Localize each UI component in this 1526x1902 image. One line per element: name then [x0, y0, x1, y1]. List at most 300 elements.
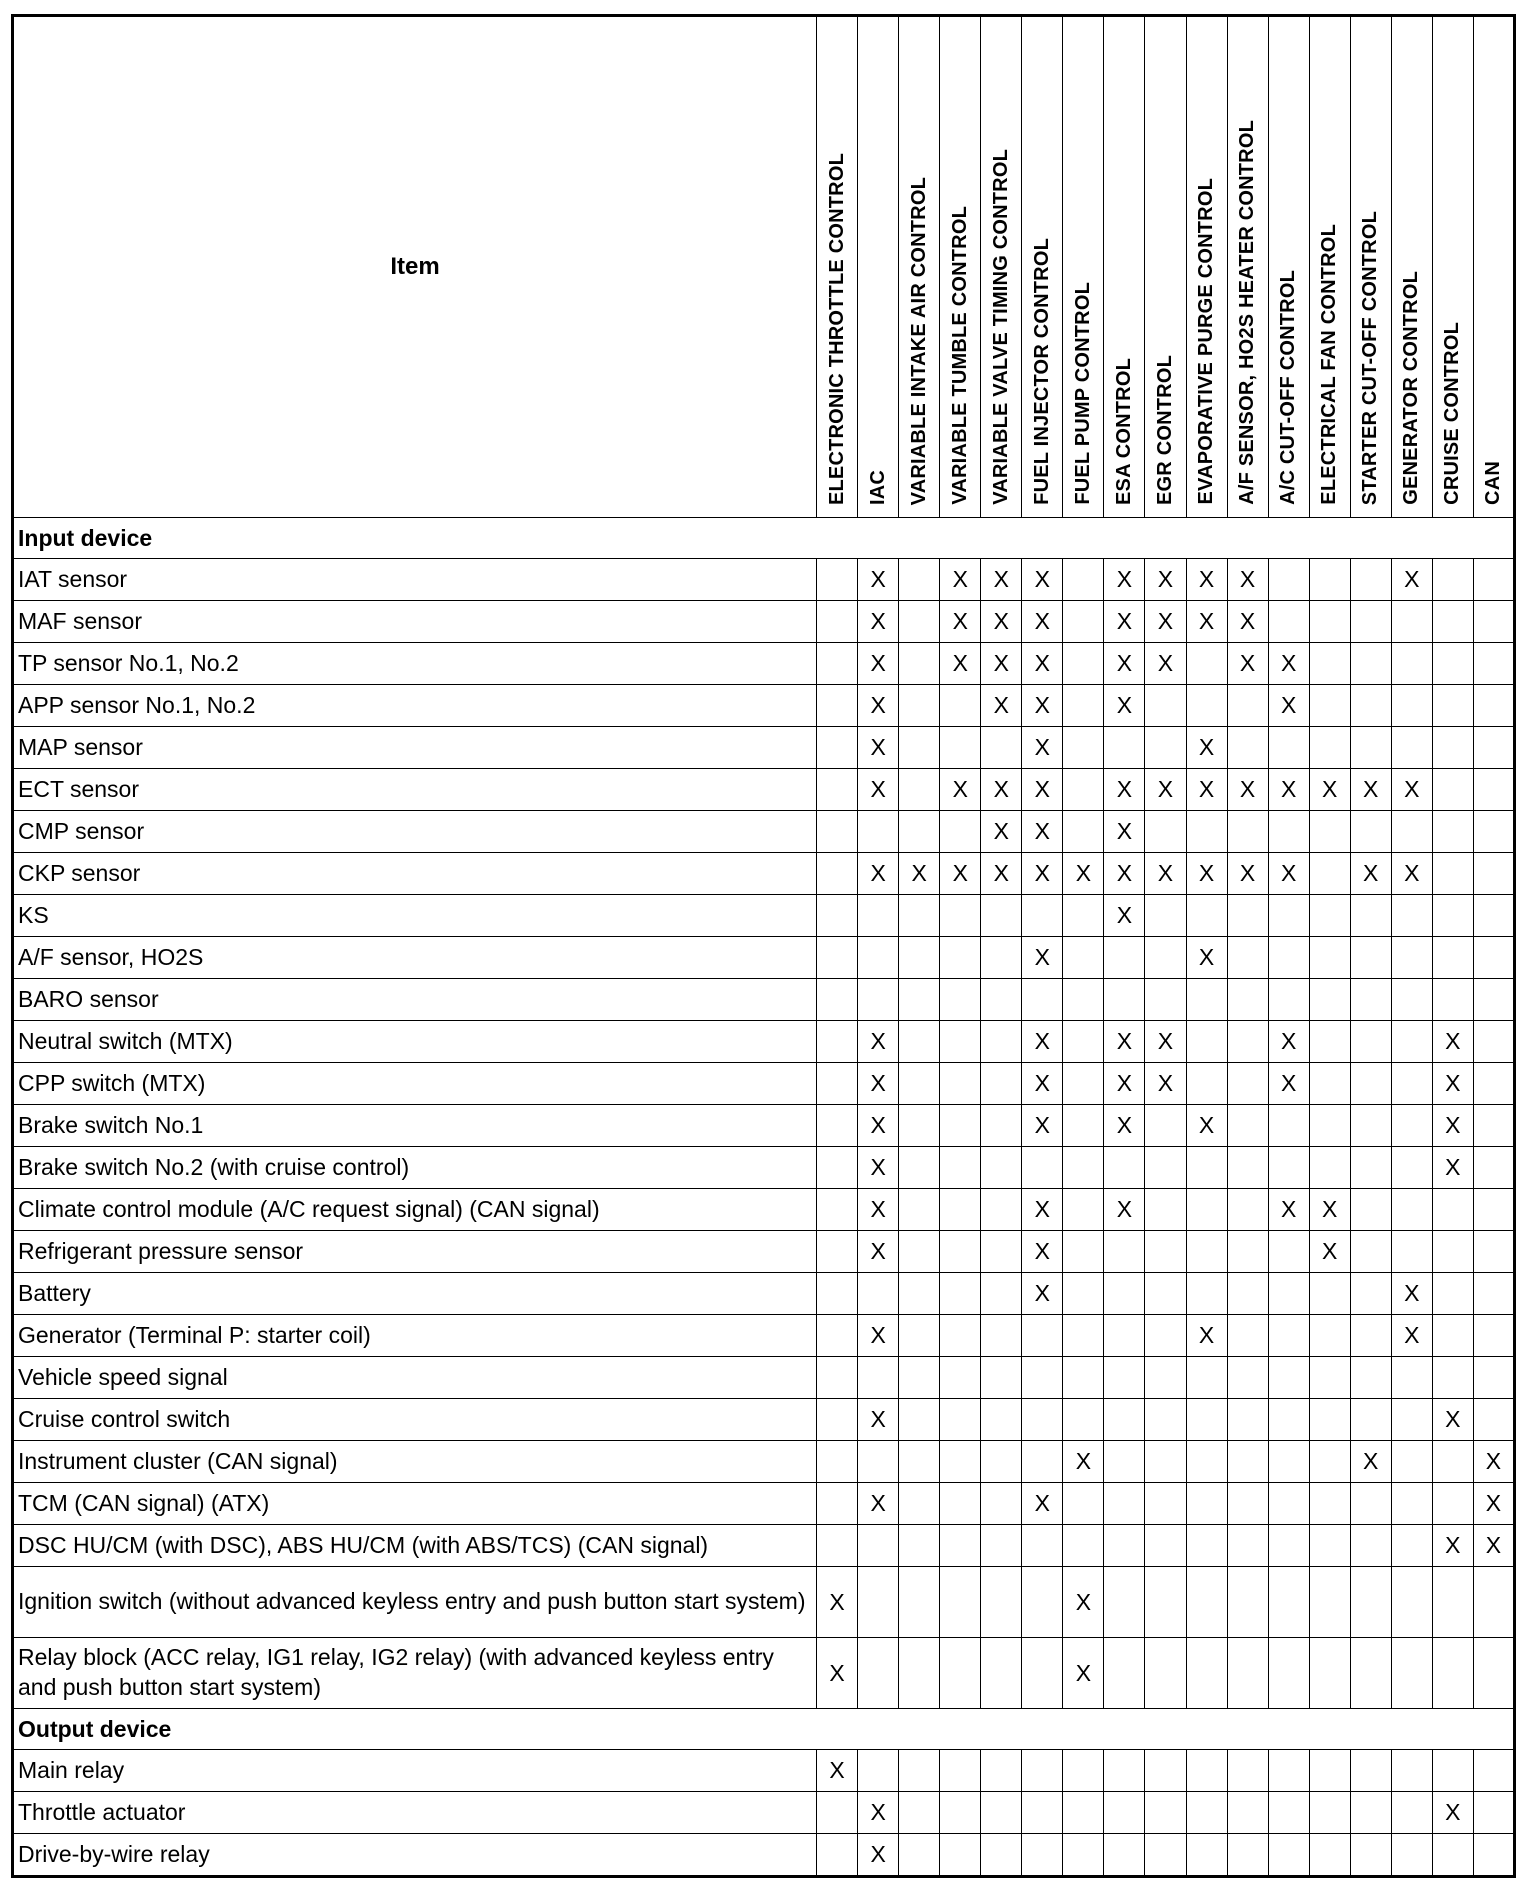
- mark-cell: [1391, 685, 1432, 727]
- mark-cell: [1309, 1834, 1350, 1877]
- column-header-label: ESA CONTROL: [1112, 357, 1135, 505]
- row-label: Brake switch No.2 (with cruise control): [13, 1147, 817, 1189]
- mark-cell: [1063, 1147, 1104, 1189]
- table-row: [13, 853, 1515, 895]
- mark-cell: X: [1063, 1441, 1104, 1483]
- row-label: Drive-by-wire relay: [13, 1834, 817, 1877]
- mark-cell: [1309, 811, 1350, 853]
- mark-cell: X: [1432, 1525, 1473, 1567]
- mark-cell: [940, 1399, 981, 1441]
- mark-cell: [1473, 1834, 1514, 1877]
- column-header: [1145, 16, 1186, 518]
- mark-cell: [1063, 727, 1104, 769]
- mark-cell: [1227, 979, 1268, 1021]
- mark-cell: [1268, 1441, 1309, 1483]
- mark-cell: [940, 1315, 981, 1357]
- mark-cell: X: [1145, 643, 1186, 685]
- mark-cell: [858, 1525, 899, 1567]
- mark-cell: [1104, 1357, 1145, 1399]
- mark-cell: [1104, 1399, 1145, 1441]
- mark-cell: [899, 979, 940, 1021]
- mark-cell: X: [1391, 1315, 1432, 1357]
- table-row: [13, 811, 1515, 853]
- mark-cell: X: [1104, 1021, 1145, 1063]
- column-header: [817, 16, 858, 518]
- column-header-label: VARIABLE INTAKE AIR CONTROL: [907, 176, 930, 505]
- column-header-label: FUEL INJECTOR CONTROL: [1030, 238, 1053, 505]
- mark-cell: X: [1104, 685, 1145, 727]
- mark-cell: X: [940, 601, 981, 643]
- column-header-label: STARTER CUT-OFF CONTROL: [1359, 210, 1382, 505]
- mark-cell: X: [1063, 1638, 1104, 1709]
- mark-cell: [899, 1063, 940, 1105]
- mark-cell: [1227, 1063, 1268, 1105]
- mark-cell: [981, 1357, 1022, 1399]
- mark-cell: X: [1186, 601, 1227, 643]
- mark-cell: X: [858, 1834, 899, 1877]
- mark-cell: X: [1432, 1147, 1473, 1189]
- column-header: [940, 16, 981, 518]
- mark-cell: [1227, 1483, 1268, 1525]
- mark-cell: X: [1104, 1189, 1145, 1231]
- mark-cell: [899, 1750, 940, 1792]
- mark-cell: [899, 1231, 940, 1273]
- mark-cell: [1309, 1063, 1350, 1105]
- mark-cell: [1268, 1231, 1309, 1273]
- mark-cell: X: [1022, 601, 1063, 643]
- mark-cell: X: [858, 1315, 899, 1357]
- mark-cell: [1473, 1021, 1514, 1063]
- mark-cell: [1391, 1792, 1432, 1834]
- mark-cell: [899, 1834, 940, 1877]
- mark-cell: [1063, 1792, 1104, 1834]
- mark-cell: X: [981, 685, 1022, 727]
- mark-cell: [1391, 727, 1432, 769]
- mark-cell: X: [899, 853, 940, 895]
- mark-cell: [899, 643, 940, 685]
- mark-cell: [1063, 1357, 1104, 1399]
- mark-cell: [981, 1189, 1022, 1231]
- mark-cell: [1309, 1105, 1350, 1147]
- mark-cell: [1104, 1483, 1145, 1525]
- mark-cell: [1309, 643, 1350, 685]
- mark-cell: [1063, 559, 1104, 601]
- mark-cell: [1022, 1315, 1063, 1357]
- mark-cell: [1022, 895, 1063, 937]
- mark-cell: [1473, 853, 1514, 895]
- mark-cell: X: [1268, 685, 1309, 727]
- mark-cell: [1473, 727, 1514, 769]
- mark-cell: X: [1227, 601, 1268, 643]
- mark-cell: [1186, 895, 1227, 937]
- mark-cell: [899, 1525, 940, 1567]
- mark-cell: [1432, 559, 1473, 601]
- column-header-label: IAC: [866, 469, 889, 505]
- mark-cell: [1104, 1315, 1145, 1357]
- column-header: [858, 16, 899, 518]
- mark-cell: [1145, 685, 1186, 727]
- mark-cell: [940, 1638, 981, 1709]
- mark-cell: [1186, 1525, 1227, 1567]
- mark-cell: [1186, 1567, 1227, 1638]
- mark-cell: [940, 1105, 981, 1147]
- mark-cell: [1022, 979, 1063, 1021]
- mark-cell: [1227, 685, 1268, 727]
- mark-cell: [1145, 727, 1186, 769]
- mark-cell: [1350, 1231, 1391, 1273]
- mark-cell: [1350, 1063, 1391, 1105]
- mark-cell: [817, 1834, 858, 1877]
- mark-cell: [1350, 685, 1391, 727]
- mark-cell: X: [940, 643, 981, 685]
- mark-cell: [1391, 1525, 1432, 1567]
- mark-cell: [1473, 979, 1514, 1021]
- mark-cell: X: [1145, 1021, 1186, 1063]
- mark-cell: X: [1268, 853, 1309, 895]
- mark-cell: [1227, 1273, 1268, 1315]
- mark-cell: X: [1473, 1525, 1514, 1567]
- mark-cell: [940, 1231, 981, 1273]
- mark-cell: X: [858, 643, 899, 685]
- mark-cell: [858, 811, 899, 853]
- table-row: [13, 1021, 1515, 1063]
- mark-cell: [817, 1525, 858, 1567]
- mark-cell: [899, 811, 940, 853]
- mark-cell: [858, 1638, 899, 1709]
- mark-cell: [1227, 1792, 1268, 1834]
- mark-cell: [1309, 1357, 1350, 1399]
- table-row: [13, 1792, 1515, 1834]
- mark-cell: X: [1022, 769, 1063, 811]
- mark-cell: [1391, 1357, 1432, 1399]
- mark-cell: [1022, 1750, 1063, 1792]
- mark-cell: [1145, 1525, 1186, 1567]
- mark-cell: [1145, 895, 1186, 937]
- column-header: [1391, 16, 1432, 518]
- mark-cell: [940, 979, 981, 1021]
- mark-cell: [1309, 937, 1350, 979]
- mark-cell: X: [981, 601, 1022, 643]
- mark-cell: [1268, 559, 1309, 601]
- mark-cell: [1391, 895, 1432, 937]
- table-row: [13, 1147, 1515, 1189]
- column-header: [1227, 16, 1268, 518]
- column-header: [1350, 16, 1391, 518]
- mark-cell: [1350, 1021, 1391, 1063]
- mark-cell: [1309, 895, 1350, 937]
- mark-cell: X: [858, 1792, 899, 1834]
- mark-cell: [1145, 1441, 1186, 1483]
- mark-cell: [1186, 1357, 1227, 1399]
- mark-cell: [1268, 1792, 1309, 1834]
- mark-cell: [1473, 601, 1514, 643]
- mark-cell: [1227, 1357, 1268, 1399]
- mark-cell: [899, 1021, 940, 1063]
- table-row: [13, 1399, 1515, 1441]
- mark-cell: X: [1104, 601, 1145, 643]
- table-row: [13, 1441, 1515, 1483]
- mark-cell: X: [981, 559, 1022, 601]
- mark-cell: X: [1186, 559, 1227, 601]
- mark-cell: [1268, 1750, 1309, 1792]
- mark-cell: [1268, 1147, 1309, 1189]
- mark-cell: [899, 1567, 940, 1638]
- mark-cell: [1186, 1399, 1227, 1441]
- control-matrix-table: [11, 14, 1516, 1878]
- row-label: KS: [13, 895, 817, 937]
- mark-cell: [981, 1441, 1022, 1483]
- table-row: [13, 1638, 1515, 1709]
- mark-cell: [1227, 1147, 1268, 1189]
- mark-cell: [1104, 1231, 1145, 1273]
- mark-cell: [1063, 1189, 1104, 1231]
- mark-cell: [940, 727, 981, 769]
- row-label: Relay block (ACC relay, IG1 relay, IG2 relay) (with advanced keyless entry and push button start system): [13, 1638, 817, 1709]
- mark-cell: [1268, 1567, 1309, 1638]
- table-row: [13, 1525, 1515, 1567]
- item-column-header: Item: [13, 16, 817, 518]
- mark-cell: X: [858, 1231, 899, 1273]
- mark-cell: [940, 811, 981, 853]
- mark-cell: X: [1022, 1273, 1063, 1315]
- mark-cell: X: [1268, 769, 1309, 811]
- mark-cell: [1309, 1483, 1350, 1525]
- mark-cell: [1063, 601, 1104, 643]
- mark-cell: [817, 1189, 858, 1231]
- mark-cell: [1432, 1638, 1473, 1709]
- table-row: [13, 1567, 1515, 1638]
- mark-cell: [1309, 685, 1350, 727]
- mark-cell: [1391, 1441, 1432, 1483]
- mark-cell: [1268, 1483, 1309, 1525]
- mark-cell: [1432, 727, 1473, 769]
- mark-cell: [1473, 1357, 1514, 1399]
- mark-cell: X: [1227, 769, 1268, 811]
- row-label: CPP switch (MTX): [13, 1063, 817, 1105]
- mark-cell: [817, 685, 858, 727]
- table-row: [13, 895, 1515, 937]
- column-header-label: CAN: [1481, 461, 1504, 505]
- mark-cell: [1309, 601, 1350, 643]
- column-header: [981, 16, 1022, 518]
- mark-cell: X: [1186, 769, 1227, 811]
- mark-cell: [1473, 811, 1514, 853]
- mark-cell: [1268, 1399, 1309, 1441]
- mark-cell: [1268, 1315, 1309, 1357]
- table-row: [13, 937, 1515, 979]
- mark-cell: [1432, 853, 1473, 895]
- mark-cell: [817, 769, 858, 811]
- table-row: [13, 1273, 1515, 1315]
- mark-cell: [817, 1792, 858, 1834]
- mark-cell: [1309, 853, 1350, 895]
- mark-cell: [1391, 1834, 1432, 1877]
- mark-cell: [899, 685, 940, 727]
- mark-cell: [858, 1357, 899, 1399]
- table-row: [13, 643, 1515, 685]
- row-label: CKP sensor: [13, 853, 817, 895]
- mark-cell: [1309, 727, 1350, 769]
- mark-cell: X: [1022, 1231, 1063, 1273]
- mark-cell: [1309, 559, 1350, 601]
- mark-cell: [1145, 1834, 1186, 1877]
- mark-cell: [940, 1021, 981, 1063]
- mark-cell: [1432, 685, 1473, 727]
- mark-cell: [1063, 1399, 1104, 1441]
- mark-cell: [1473, 1189, 1514, 1231]
- mark-cell: [817, 643, 858, 685]
- mark-cell: [1145, 1567, 1186, 1638]
- row-label: MAF sensor: [13, 601, 817, 643]
- mark-cell: [1227, 1399, 1268, 1441]
- table-row: [13, 1063, 1515, 1105]
- mark-cell: [1473, 937, 1514, 979]
- mark-cell: [981, 1638, 1022, 1709]
- mark-cell: [899, 1399, 940, 1441]
- column-header: [1268, 16, 1309, 518]
- mark-cell: [1022, 1567, 1063, 1638]
- mark-cell: [1473, 559, 1514, 601]
- mark-cell: [1309, 1315, 1350, 1357]
- column-header: [1022, 16, 1063, 518]
- mark-cell: X: [1268, 1021, 1309, 1063]
- mark-cell: [1186, 1638, 1227, 1709]
- row-label: Vehicle speed signal: [13, 1357, 817, 1399]
- mark-cell: X: [1104, 1105, 1145, 1147]
- mark-cell: [817, 1021, 858, 1063]
- column-header-label: EVAPORATIVE PURGE CONTROL: [1195, 178, 1218, 505]
- mark-cell: [1473, 1567, 1514, 1638]
- mark-cell: X: [1309, 1189, 1350, 1231]
- mark-cell: [1268, 937, 1309, 979]
- column-header: [1104, 16, 1145, 518]
- mark-cell: [981, 937, 1022, 979]
- mark-cell: [1227, 1750, 1268, 1792]
- mark-cell: [899, 601, 940, 643]
- mark-cell: [1063, 1273, 1104, 1315]
- mark-cell: X: [1432, 1105, 1473, 1147]
- row-label: CMP sensor: [13, 811, 817, 853]
- table-row: [13, 1750, 1515, 1792]
- mark-cell: X: [1145, 601, 1186, 643]
- row-label: Cruise control switch: [13, 1399, 817, 1441]
- mark-cell: X: [1391, 853, 1432, 895]
- mark-cell: [1268, 1105, 1309, 1147]
- mark-cell: X: [1473, 1441, 1514, 1483]
- mark-cell: [1432, 1231, 1473, 1273]
- mark-cell: [1350, 1105, 1391, 1147]
- mark-cell: [1186, 1834, 1227, 1877]
- mark-cell: [1432, 979, 1473, 1021]
- mark-cell: [1186, 1063, 1227, 1105]
- row-label: DSC HU/CM (with DSC), ABS HU/CM (with ABS/TCS) (CAN signal): [13, 1525, 817, 1567]
- mark-cell: X: [1022, 643, 1063, 685]
- mark-cell: X: [1186, 853, 1227, 895]
- table-row: [13, 1189, 1515, 1231]
- mark-cell: X: [1432, 1399, 1473, 1441]
- mark-cell: [1186, 1483, 1227, 1525]
- mark-cell: [1432, 1567, 1473, 1638]
- mark-cell: [940, 685, 981, 727]
- mark-cell: [940, 1357, 981, 1399]
- mark-cell: X: [1022, 727, 1063, 769]
- mark-cell: [940, 1750, 981, 1792]
- mark-cell: [817, 1231, 858, 1273]
- row-label: APP sensor No.1, No.2: [13, 685, 817, 727]
- mark-cell: X: [1104, 1063, 1145, 1105]
- mark-cell: X: [981, 853, 1022, 895]
- mark-cell: X: [1104, 811, 1145, 853]
- mark-cell: [1473, 1638, 1514, 1709]
- mark-cell: [940, 937, 981, 979]
- column-header-label: A/F SENSOR, HO2S HEATER CONTROL: [1236, 120, 1259, 505]
- mark-cell: X: [1022, 685, 1063, 727]
- header-row: [13, 16, 1515, 518]
- mark-cell: [1145, 811, 1186, 853]
- mark-cell: [817, 601, 858, 643]
- mark-cell: [1432, 1750, 1473, 1792]
- mark-cell: X: [1063, 853, 1104, 895]
- mark-cell: [1145, 1357, 1186, 1399]
- mark-cell: [981, 1567, 1022, 1638]
- mark-cell: X: [858, 1399, 899, 1441]
- mark-cell: [1104, 1750, 1145, 1792]
- row-label: A/F sensor, HO2S: [13, 937, 817, 979]
- mark-cell: [1186, 1750, 1227, 1792]
- table-row: [13, 1315, 1515, 1357]
- section-title: Output device: [13, 1709, 1515, 1750]
- mark-cell: [1432, 1483, 1473, 1525]
- mark-cell: X: [1309, 1231, 1350, 1273]
- mark-cell: [1309, 1525, 1350, 1567]
- mark-cell: [940, 1525, 981, 1567]
- mark-cell: [1186, 643, 1227, 685]
- mark-cell: [817, 1273, 858, 1315]
- mark-cell: [981, 1063, 1022, 1105]
- mark-cell: [1063, 937, 1104, 979]
- mark-cell: [1432, 769, 1473, 811]
- mark-cell: [1473, 1273, 1514, 1315]
- column-header: [1432, 16, 1473, 518]
- mark-cell: [1227, 1638, 1268, 1709]
- mark-cell: [1227, 1567, 1268, 1638]
- mark-cell: X: [858, 853, 899, 895]
- row-label: ECT sensor: [13, 769, 817, 811]
- mark-cell: [899, 895, 940, 937]
- mark-cell: [858, 1567, 899, 1638]
- mark-cell: [1186, 979, 1227, 1021]
- mark-cell: X: [817, 1750, 858, 1792]
- mark-cell: [899, 1483, 940, 1525]
- mark-cell: [1350, 1525, 1391, 1567]
- mark-cell: [1227, 895, 1268, 937]
- row-label: IAT sensor: [13, 559, 817, 601]
- mark-cell: [858, 1750, 899, 1792]
- mark-cell: X: [1227, 643, 1268, 685]
- mark-cell: [1104, 937, 1145, 979]
- mark-cell: [1145, 979, 1186, 1021]
- mark-cell: X: [1145, 1063, 1186, 1105]
- row-label: Ignition switch (without advanced keyless entry and push button start system): [13, 1567, 817, 1638]
- mark-cell: [1186, 1147, 1227, 1189]
- mark-cell: X: [981, 769, 1022, 811]
- mark-cell: [940, 1273, 981, 1315]
- mark-cell: [1350, 1147, 1391, 1189]
- mark-cell: [899, 559, 940, 601]
- mark-cell: [1350, 1273, 1391, 1315]
- column-header: [899, 16, 940, 518]
- mark-cell: X: [858, 1483, 899, 1525]
